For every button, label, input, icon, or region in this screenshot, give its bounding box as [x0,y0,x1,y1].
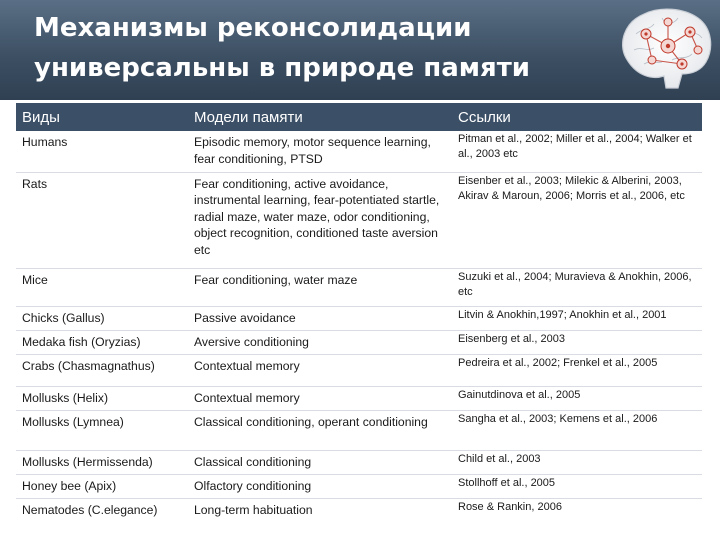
table-row [16,354,702,386]
table-row [16,498,702,522]
species-cell: Nematodes (C.elegance) [22,502,158,517]
title-line-1: Механизмы реконсолидации [34,13,472,43]
models-cell: Contextual memory [194,358,300,373]
column-header-models: Модели памяти [194,108,303,126]
references-cell: Stollhoff et al., 2005 [458,476,556,489]
memory-models-table [16,103,702,522]
species-cell: Medaka fish (Oryzias) [22,334,141,349]
references-cell: Gainutdinova et al., 2005 [458,388,581,401]
table-row [16,306,702,330]
brain-network-icon [612,4,716,96]
species-cell: Honey bee (Apix) [22,478,117,493]
table-row [16,330,702,354]
references-cell: Suzuki et al., 2004; Muravieva & Anokhin, 2006, etc [458,270,692,298]
slide-header [0,0,720,100]
references-cell: Child et al., 2003 [458,452,541,465]
title-line-2: универсальны в природе памяти [34,53,530,83]
table-row [16,131,702,172]
species-cell: Crabs (Chasmagnathus) [22,358,155,373]
species-cell: Humans [22,135,68,149]
references-cell: Eisenberg et al., 2003 [458,332,566,345]
table-row [16,410,702,450]
models-cell: Aversive conditioning [194,334,309,349]
table-row [16,268,702,306]
models-cell: Episodic memory, motor sequence learning, fear conditioning, PTSD [194,135,431,166]
table-row [16,474,702,498]
models-cell: Fear conditioning, active avoidance, instrumental learning, fear-potentiated startle, radial maze, water maze, odor conditioning, object recognition, conditioned taste aversion etc [194,176,440,257]
references-cell: Pitman et al., 2002; Miller et al., 2004; Walker et al., 2003 etc [458,133,692,160]
models-cell: Passive avoidance [194,310,296,325]
models-cell: Classical conditioning, operant conditioning [194,414,428,429]
table-row [16,386,702,410]
species-cell: Mollusks (Hermissenda) [22,454,153,469]
models-cell: Long-term habituation [194,502,313,517]
table-row [16,450,702,474]
table-row [16,172,702,268]
species-cell: Chicks (Gallus) [22,310,105,325]
references-cell: Pedreira et al., 2002; Frenkel et al., 2005 [458,356,658,369]
species-cell: Mollusks (Lymnea) [22,414,124,429]
references-cell: Litvin & Anokhin,1997; Anokhin et al., 2001 [458,308,667,321]
species-cell: Mollusks (Helix) [22,390,108,405]
column-header-references: Ссылки [458,108,511,126]
models-cell: Fear conditioning, water maze [194,272,358,287]
slide-title [34,8,594,88]
column-header-species: Виды [22,108,60,126]
models-cell: Olfactory conditioning [194,478,312,493]
references-cell: Rose & Rankin, 2006 [458,500,562,513]
species-cell: Rats [22,176,48,191]
references-cell: Sangha et al., 2003; Kemens et al., 2006 [458,412,658,425]
species-cell: Mice [22,272,48,287]
models-cell: Classical conditioning [194,454,312,469]
table-header-row [16,103,702,131]
models-cell: Contextual memory [194,390,300,405]
references-cell: Eisenber et al., 2003; Milekic & Alberini, 2003, Akirav & Maroun, 2006; Morris et al., 2006, etc [458,174,685,202]
